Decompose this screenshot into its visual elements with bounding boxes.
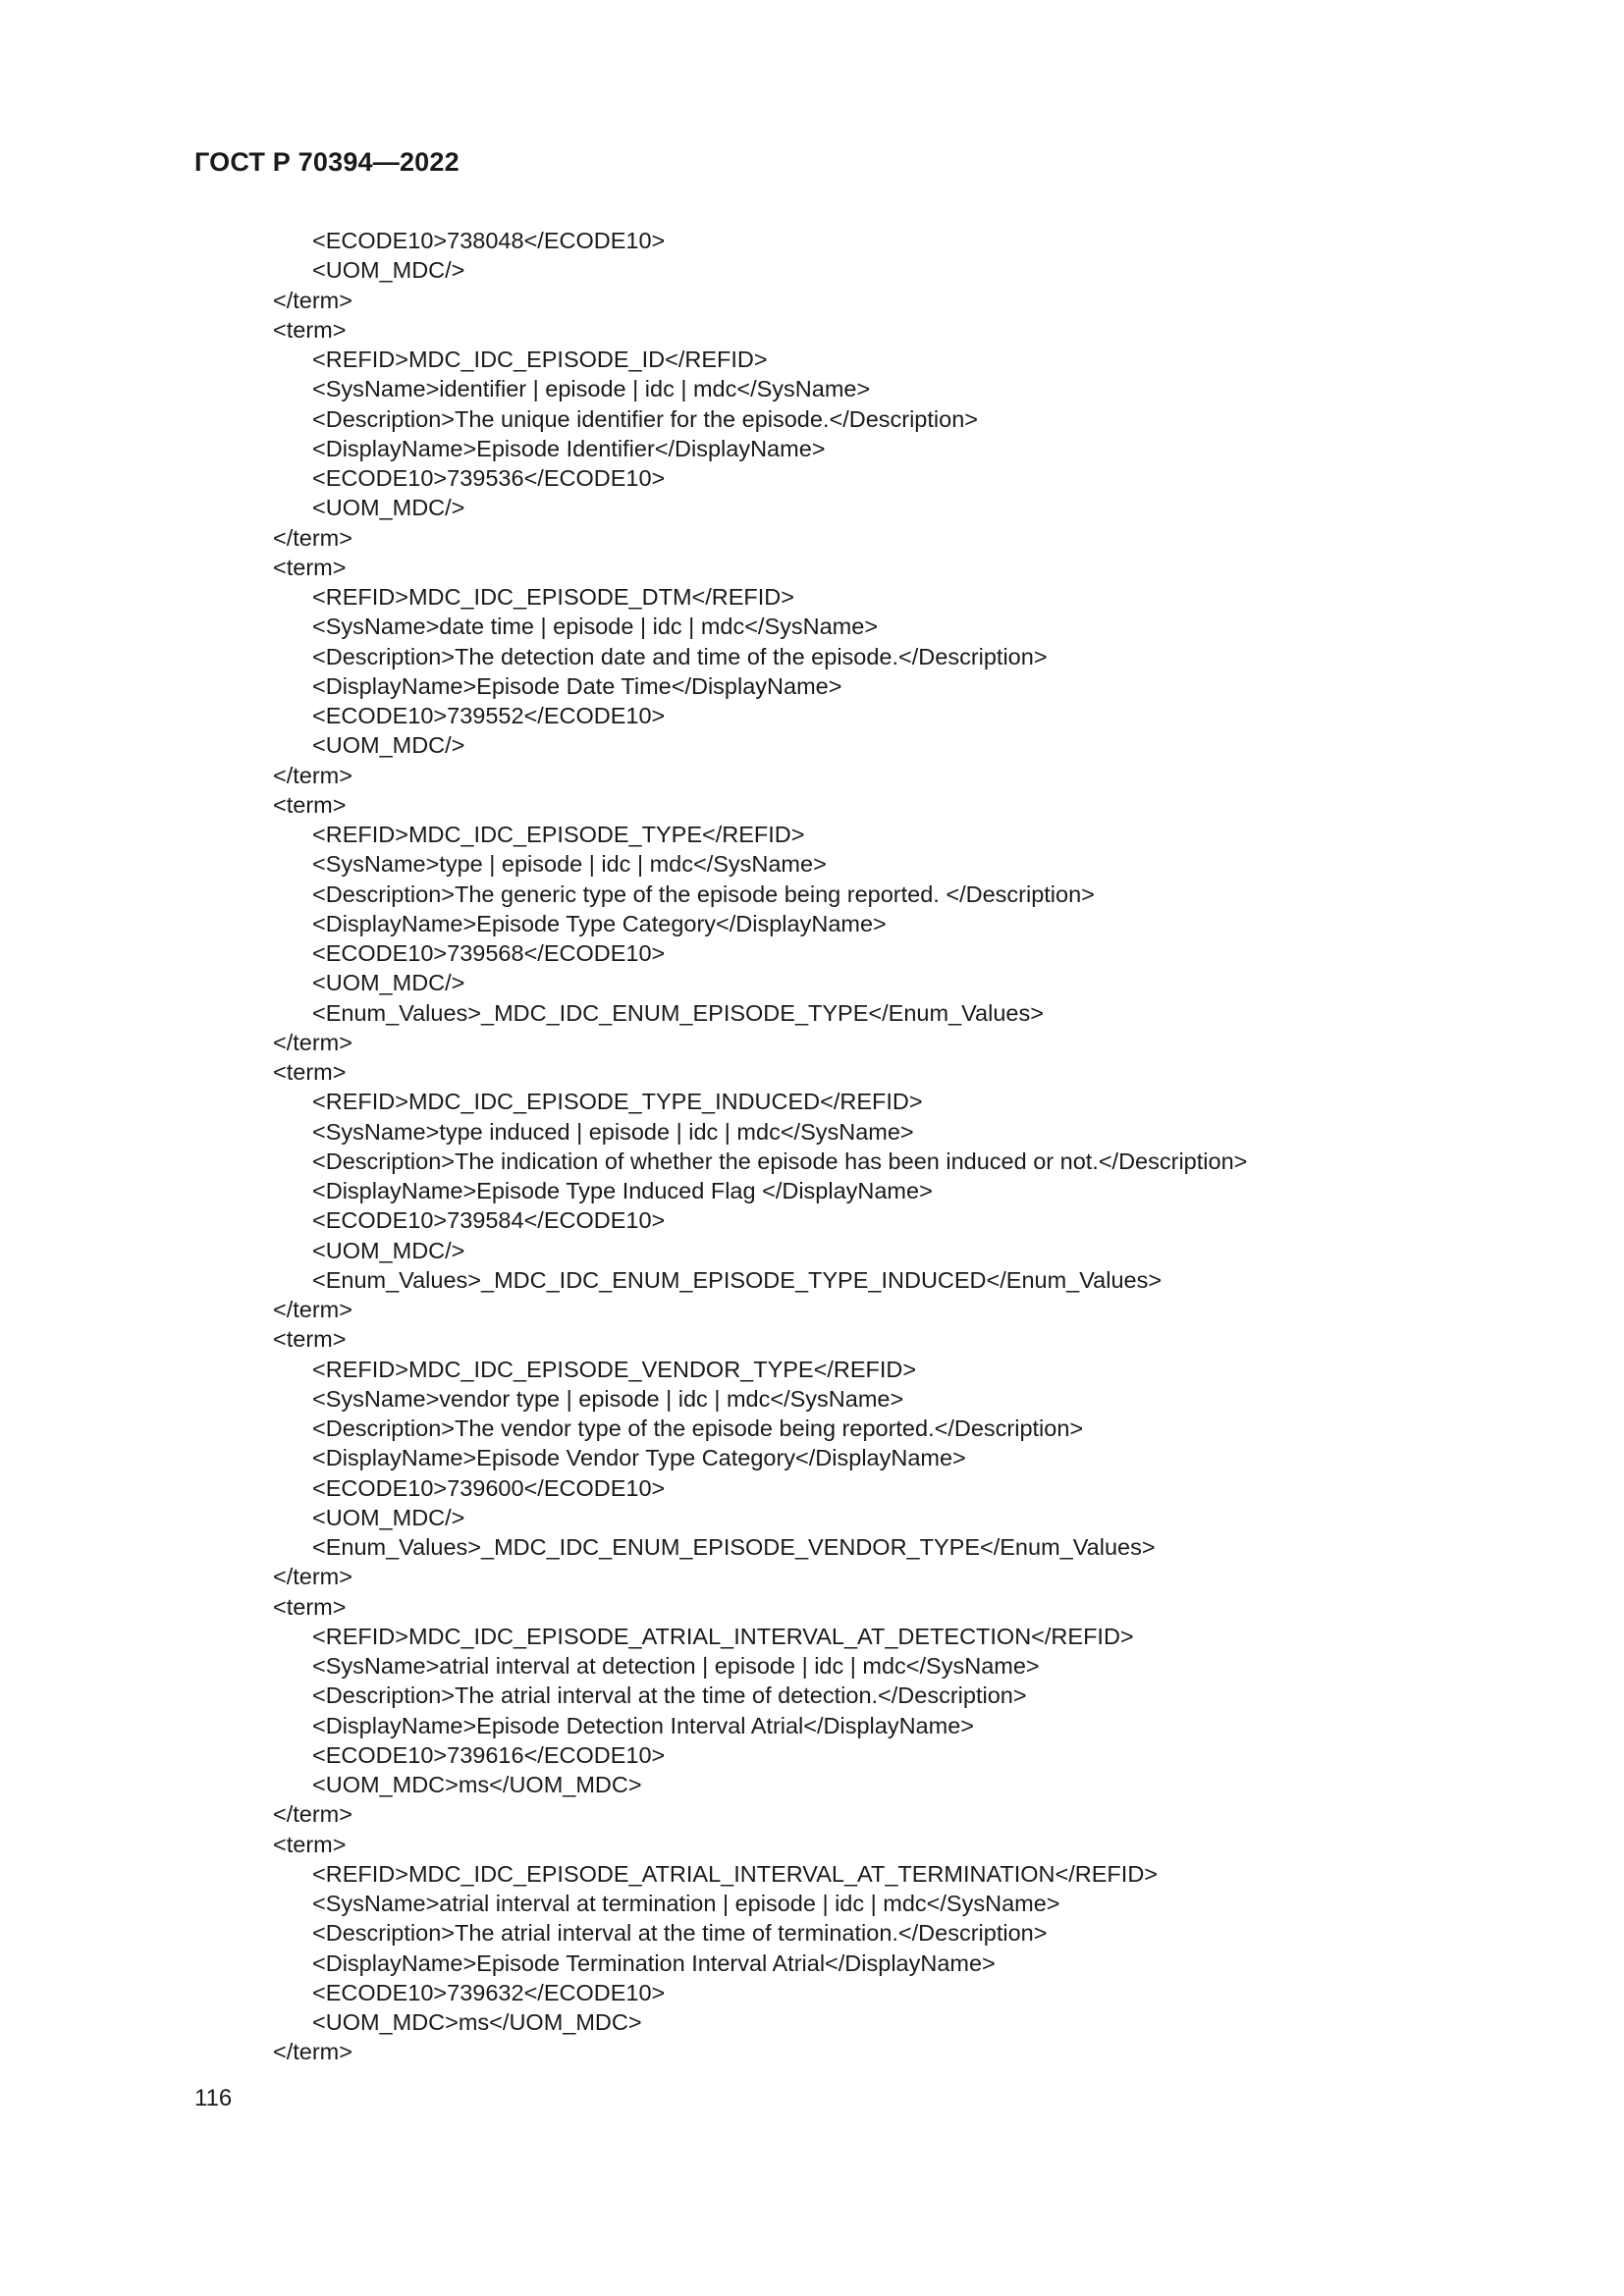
code-line: <SysName>date time | episode | idc | mdc</SysName> [312, 614, 879, 640]
code-line: <ECODE10>739536</ECODE10> [312, 465, 666, 491]
code-line: <SysName>atrial interval at termination | episode | idc | mdc</SysName> [312, 1891, 1060, 1916]
code-line: <Description>The unique identifier for the episode.</Description> [312, 405, 978, 432]
code-line: <term> [273, 791, 347, 818]
code-line: <term> [273, 554, 347, 580]
code-line: <UOM_MDC>ms</UOM_MDC> [312, 2009, 642, 2035]
code-line: <SysName>type | episode | idc | mdc</SysName> [312, 851, 827, 878]
code-line: <UOM_MDC/> [312, 1504, 465, 1530]
code-line: <DisplayName>Episode Type Category</DisplayName> [312, 910, 887, 936]
code-line: <UOM_MDC/> [312, 732, 465, 759]
code-line: <DisplayName>Episode Vendor Type Category</DisplayName> [312, 1445, 966, 1471]
code-line: <REFID>MDC_IDC_EPISODE_ATRIAL_INTERVAL_AT_TERMINATION</REFID> [312, 1860, 1159, 1887]
code-line: <Enum_Values>_MDC_IDC_ENUM_EPISODE_VENDOR_TYPE</Enum_Values> [312, 1534, 1156, 1560]
code-line: <SysName>atrial interval at detection | episode | idc | mdc</SysName> [312, 1653, 1040, 1679]
code-line: <REFID>MDC_IDC_EPISODE_TYPE</REFID> [312, 822, 805, 847]
code-line: <DisplayName>Episode Termination Interval Atrial</DisplayName> [312, 1949, 996, 1976]
code-line: <term> [273, 1059, 347, 1085]
code-line: <REFID>MDC_IDC_EPISODE_VENDOR_TYPE</REFID> [312, 1356, 917, 1382]
code-line: </term> [273, 762, 352, 788]
xml-code-listing [273, 226, 1247, 2067]
code-line: <UOM_MDC/> [312, 1237, 465, 1263]
code-line: <Description>The vendor type of the episode being reported.</Description> [312, 1415, 1084, 1441]
code-line: </term> [273, 524, 352, 551]
code-line: <Enum_Values>_MDC_IDC_ENUM_EPISODE_TYPE</Enum_Values> [312, 999, 1044, 1026]
code-line: </term> [273, 1029, 352, 1055]
page-header: ГОСТ Р 70394—2022 [194, 147, 460, 177]
code-line: <UOM_MDC>ms</UOM_MDC> [312, 1772, 642, 1797]
code-line: <term> [273, 316, 347, 343]
code-line: <Description>The atrial interval at the time of detection.</Description> [312, 1682, 1027, 1709]
code-line: <ECODE10>739568</ECODE10> [312, 940, 666, 966]
code-line: <UOM_MDC/> [312, 257, 465, 284]
code-line: <ECODE10>739552</ECODE10> [312, 703, 666, 728]
code-line: <Description>The detection date and time of the episode.</Description> [312, 643, 1048, 669]
code-line: <REFID>MDC_IDC_EPISODE_DTM</REFID> [312, 584, 794, 610]
code-line: <DisplayName>Episode Type Induced Flag </DisplayName> [312, 1178, 933, 1203]
code-line: </term> [273, 1801, 352, 1828]
code-line: <SysName>vendor type | episode | idc | mdc</SysName> [312, 1385, 904, 1412]
code-line: </term> [273, 1564, 352, 1590]
code-line: <ECODE10>739600</ECODE10> [312, 1474, 666, 1501]
code-line: </term> [273, 1297, 352, 1322]
code-line: <ECODE10>739616</ECODE10> [312, 1741, 666, 1768]
code-line: <Description>The indication of whether the episode has been induced or not.</Description> [312, 1148, 1248, 1174]
code-line: <ECODE10>739632</ECODE10> [312, 1979, 666, 2005]
code-line: <DisplayName>Episode Detection Interval Atrial</DisplayName> [312, 1712, 974, 1738]
code-line: </term> [273, 2039, 352, 2065]
code-line: <DisplayName>Episode Identifier</DisplayName> [312, 435, 826, 461]
code-line: <Description>The atrial interval at the time of termination.</Description> [312, 1920, 1048, 1947]
code-line: <ECODE10>738048</ECODE10> [312, 228, 666, 253]
code-line: <Description>The generic type of the episode being reported. </Description> [312, 881, 1095, 907]
page-number: 116 [194, 2085, 233, 2111]
code-line: <REFID>MDC_IDC_EPISODE_TYPE_INDUCED</REFID> [312, 1089, 923, 1115]
code-line: </term> [273, 287, 352, 313]
code-line: <UOM_MDC/> [312, 970, 465, 996]
code-line: <term> [273, 1326, 347, 1353]
code-line: <Enum_Values>_MDC_IDC_ENUM_EPISODE_TYPE_INDUCED</Enum_Values> [312, 1266, 1163, 1293]
code-line: <term> [273, 1831, 347, 1857]
code-line: <SysName>type induced | episode | idc | mdc</SysName> [312, 1118, 914, 1145]
code-line: <DisplayName>Episode Date Time</DisplayName> [312, 672, 842, 699]
code-line: <UOM_MDC/> [312, 495, 465, 521]
code-line: <SysName>identifier | episode | idc | mdc</SysName> [312, 376, 871, 402]
code-line: <term> [273, 1593, 347, 1620]
code-line: <REFID>MDC_IDC_EPISODE_ATRIAL_INTERVAL_AT_DETECTION</REFID> [312, 1623, 1134, 1649]
code-line: <REFID>MDC_IDC_EPISODE_ID</REFID> [312, 347, 768, 372]
code-line: <ECODE10>739584</ECODE10> [312, 1207, 666, 1234]
